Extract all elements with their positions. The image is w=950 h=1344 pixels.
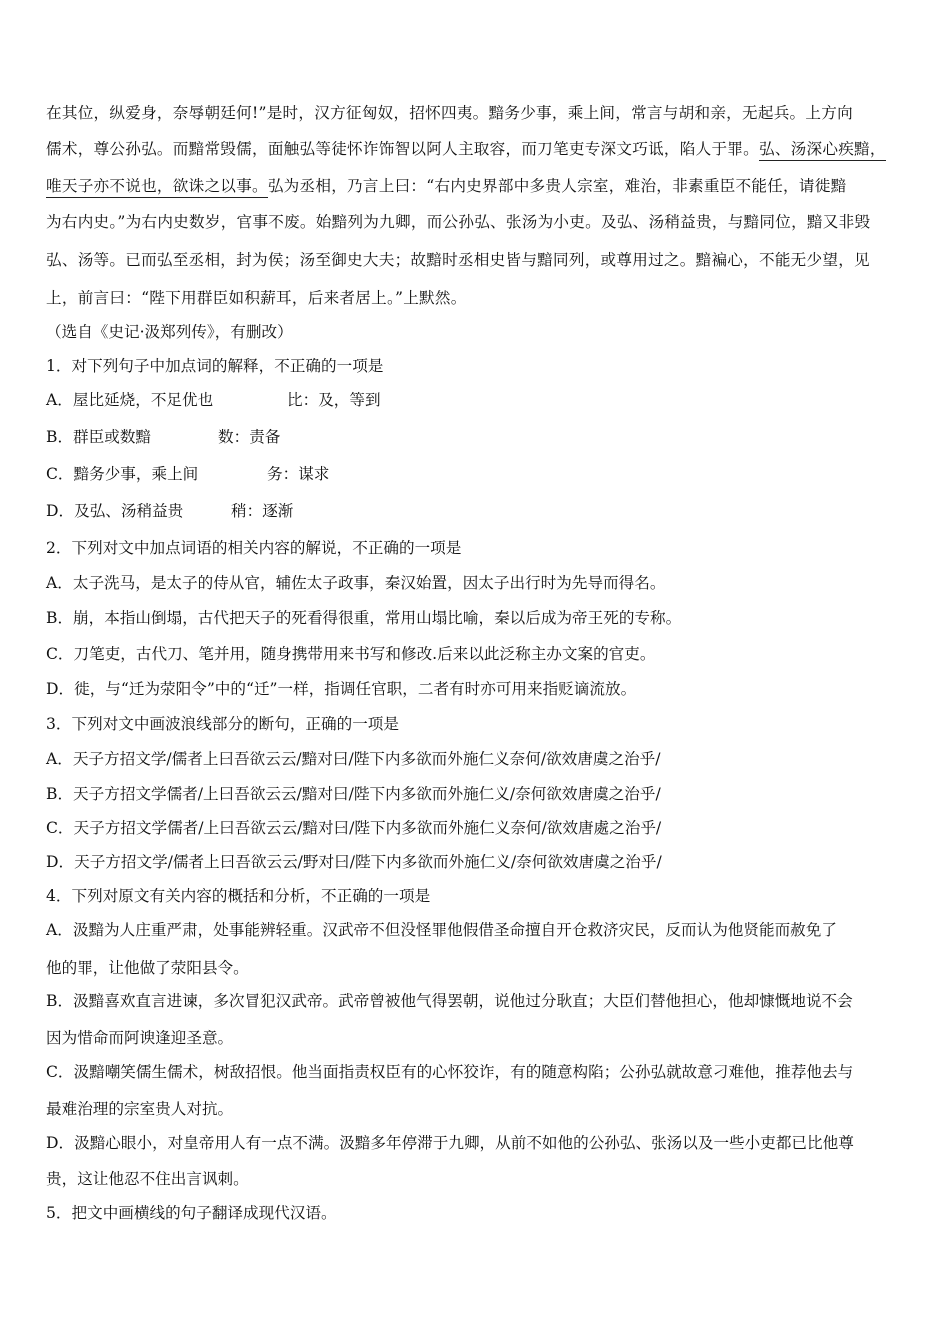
passage-line: 为右内史。”为右内史数岁，官事不废。始黯列为九卿，而公孙弘、张汤为小吏。及弘、汤稍益贵，与黯同位，黯又非毁 [46,213,871,231]
question-3-stem: 3．下列对文中画波浪线部分的断句，正确的一项是 [46,715,399,733]
q2-option-c: C．刀笔吏，古代刀、笔并用，随身携带用来书写和修改.后来以此泛称主办文案的官吏。 [46,645,656,663]
passage-line: 在其位，纵爱身，奈辱朝廷何!”是时，汉方征匈奴，招怀四夷。黯务少事，乘上间，常言与胡和亲，无起兵。上方向 [46,104,853,122]
q4-option-a-cont: 他的罪，让他做了荥阳县令。 [46,959,249,977]
q1-option-c-gloss: 务：谋求 [267,465,330,483]
question-5-stem: 5．把文中画横线的句子翻译成现代汉语。 [46,1204,337,1222]
q1-option-a: A．屋比延烧，不足优也 [46,391,214,409]
q3-option-c: C．天子方招文学儒者/上曰吾欲云云/黯对曰/陛下内多欲而外施仁义奈何/欲效唐處之治乎/ [46,819,662,837]
q4-option-d: D．汲黯心眼小，对皇帝用人有一点不满。汲黯多年停滞于九卿，从前不如他的公孙弘、张汤以及一些小吏都已比他尊 [46,1134,854,1152]
q4-option-b: B．汲黯喜欢直言进谏，多次冒犯汉武帝。武帝曾被他气得罢朝，说他过分耿直；大臣们替他担心，他却慷慨地说不会 [46,992,853,1010]
q4-option-a: A．汲黯为人庄重严肃，处事能辨轻重。汉武帝不但没怪罪他假借圣命擅自开仓救济灾民，反而认为他贤能而赦免了 [46,921,837,939]
underlined-sentence: 弘、汤深心疾黯， [759,140,886,161]
q2-option-a: A．太子洗马，是太子的侍从官，辅佐太子政事，秦汉始置，因太子出行时为先导而得名。 [46,574,666,592]
q4-option-c: C．汲黯嘲笑儒生儒术，树敌招恨。他当面指责权臣有的心怀狡诈，有的随意构陷；公孙弘就故意刁难他，推荐他去与 [46,1063,854,1081]
q1-option-a-gloss: 比：及，等到 [287,391,381,409]
q3-option-b: B．天子方招文学儒者/上曰吾欲云云/黯对曰/陛下内多欲而外施仁义/奈何欲效唐虞之治乎/ [46,785,661,803]
passage-text: 弘为丞相，乃言上曰：“右内史界部中多贵人宗室，难治，非素重臣不能任，请徙黯 [267,177,847,195]
underlined-sentence: 唯天子亦不说也，欲诛之以事。 [46,177,268,198]
question-1-stem: 1．对下列句子中加点词的解释，不正确的一项是 [46,357,384,375]
q4-option-d-cont: 贵，这让他忍不住出言讽刺。 [46,1170,249,1188]
q4-option-c-cont: 最难治理的宗室贵人对抗。 [46,1100,234,1118]
q1-option-d-gloss: 稍：逐渐 [231,502,294,520]
passage-line [46,139,886,159]
q3-option-d: D．天子方招文学/儒者上曰吾欲云云/野对曰/陛下内多欲而外施仁义/奈何欲效唐虞之治乎/ [46,853,662,871]
passage-line: 弘、汤等。已而弘至丞相，封为侯；汤至御史大夫；故黯时丞相史皆与黯同列，或尊用过之。黯褊心，不能无少望，见 [46,251,870,269]
q3-option-a: A．天子方招文学/儒者上曰吾欲云云/黯对曰/陛下内多欲而外施仁义奈何/欲效唐虞之治乎/ [46,750,661,768]
question-2-stem: 2．下列对文中加点词语的相关内容的解说，不正确的一项是 [46,539,462,557]
q1-option-b-gloss: 数：责备 [218,428,281,446]
passage-source: （选自《史记·汲郑列传》，有删改） [46,323,293,341]
q2-option-b: B．崩，本指山倒塌，古代把天子的死看得很重，常用山塌比喻，秦以后成为帝王死的专称。 [46,609,682,627]
q1-option-c: C．黯务少事，乘上间 [46,465,199,483]
q2-option-d: D．徙，与“迁为荥阳令”中的“迁”一样，指调任官职，二者有时亦可用来指贬谪流放。 [46,680,637,698]
q4-option-b-cont: 因为惜命而阿谀逢迎圣意。 [46,1029,234,1047]
passage-text: 儒术，尊公孙弘。而黯常毁儒，面触弘等徒怀诈饰智以阿人主取容，而刀笔吏专深文巧诋，陷人于罪。 [46,140,759,158]
passage-line [46,176,846,196]
passage-line: 上，前言曰：“陛下用群臣如积薪耳，后来者居上。”上默然。 [46,289,467,307]
q1-option-b: B．群臣或数黯 [46,428,152,446]
q1-option-d: D．及弘、汤稍益贵 [46,502,184,520]
question-4-stem: 4．下列对原文有关内容的概括和分析，不正确的一项是 [46,887,431,905]
